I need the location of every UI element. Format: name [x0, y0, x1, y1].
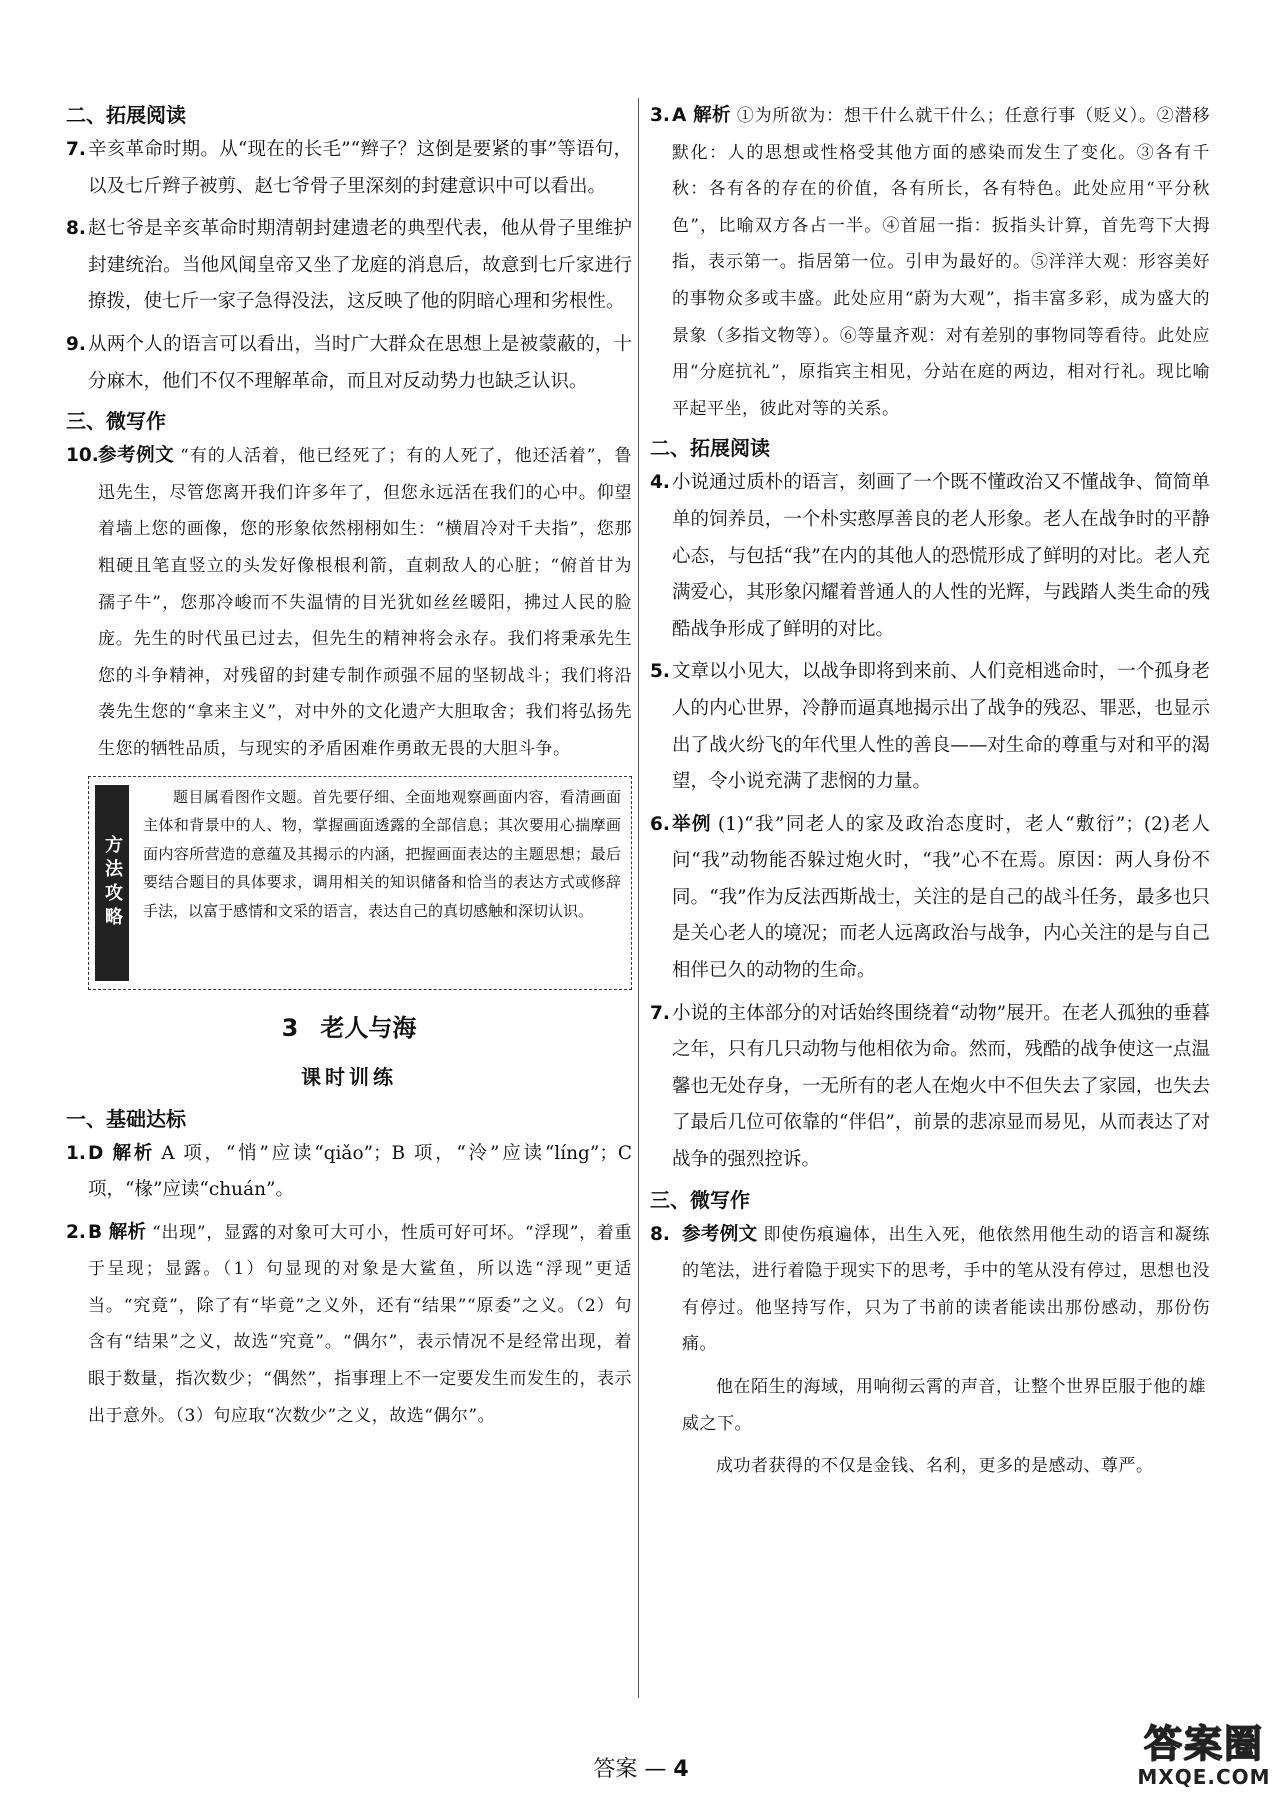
- section-heading-basic: 一、基础达标: [66, 1106, 186, 1131]
- answer-number: 8.: [66, 218, 86, 240]
- section-heading-micro-writing: 三、微写作: [66, 409, 166, 434]
- right-column: [650, 98, 1210, 1491]
- answer-9: [66, 327, 632, 400]
- method-tips-box: [88, 776, 632, 990]
- section-heading-extended-reading: 二、拓展阅读: [66, 103, 186, 127]
- method-tips-label: 方法攻略: [95, 785, 129, 981]
- answer-4: [650, 465, 1210, 648]
- answer-10: [66, 438, 632, 767]
- column-divider: [638, 98, 639, 1698]
- answer-5: [650, 654, 1210, 800]
- method-tips-text: 题目属看图作文题。首先要仔细、全面地观察画面内容，看清画面主体和背景中的人、物，掌握画面透露的全部信息；其次要用心揣摩画面内容所营造的意蕴及其揭示的内涵，把握画面表达的主题思想；最后要结合题目的具体要求，调用相关的知识储备和恰当的表达方式或修辞手法，以富于感情和文采的语言，表达自己的真切感触和深切认识。: [143, 787, 621, 920]
- answer-2: [66, 1215, 632, 1435]
- answer-8: [66, 211, 632, 321]
- answer-text: 小说的主体部分的对话始终围绕着“动物”展开。在老人孤独的垂暮之年，只有几只动物与他相依为命。然而，残酷的战争使这一点温馨也无处存身，一无所有的老人在炮火中不但失去了家园，也失去了最后几位可依靠的“伴侣”，前景的悲凉显而易见，从而表达了对战争的强烈控诉。: [672, 1002, 1210, 1171]
- answer-text: 辛亥革命时期。从“现在的长毛”“辫子？这倒是要紧的事”等语句，以及七斤辫子被剪、赵七爷骨子里深刻的封建意识中可以看出。: [88, 139, 632, 197]
- essay-paragraph: 他在陌生的海域，用响彻云霄的声音，让整个世界臣服于他的雄威之下。: [682, 1377, 1206, 1434]
- lesson-title: [66, 1008, 632, 1043]
- answer-lead: A 解析: [672, 105, 731, 126]
- answer-text: 文章以小见大，以战争即将到来前、人们竞相逃命时，一个孤身老人的内心世界，冷静而逼真地揭示出了战争的残忍、罪恶，也显示出了战火纷飞的年代里人性的善良——对生命的尊重与对和平的渴望，令小说充满了悲悯的力量。: [672, 661, 1210, 793]
- answer-number: 5.: [650, 661, 670, 683]
- answer-lead: 参考例文: [98, 445, 175, 467]
- answer-number: 4.: [650, 472, 670, 494]
- answer-lead: 举例: [672, 813, 712, 835]
- answer-1: [66, 1136, 632, 1209]
- answer-number: 7.: [650, 1002, 670, 1024]
- section-heading-extended-reading: 二、拓展阅读: [650, 436, 770, 461]
- answer-number: 2.: [66, 1221, 86, 1243]
- watermark-url: MXQE.COM: [1137, 1765, 1271, 1789]
- answer-number: 10.: [66, 445, 99, 467]
- lesson-subtitle: 课时训练: [301, 1064, 397, 1089]
- footer-label: 答案 —: [593, 1757, 667, 1782]
- left-column: [66, 98, 632, 1440]
- answer-text: “出现”，显露的对象可大可小，性质可好可坏。“浮现”，着重于呈现；显露。（1）句显现的对象是大鲨鱼，所以选“浮现”更适当。“究竟”，除了有“毕竟”之义外，还有“结果”“原委”之义。（2）句含有“结果”之义，故选“究竟”。“偶尔”，表示情况不是经常出现，着眼于数量，指次数少；“偶然”，指事理上不一定要发生而发生的，表示出于意外。（3）句应取“次数少”之义，故选“偶尔”。: [88, 1222, 632, 1426]
- watermark-text: 答案圈: [1143, 1722, 1264, 1766]
- answer-text: 即使伤痕遍体，出生入死，他依然用他生动的语言和凝练的笔法，进行着隐于现实下的思考，手中的笔从没有停过，思想也没有停过。他坚持写作，只为了书前的读者能读出那份感动，那份伤痛。: [682, 1224, 1210, 1355]
- answer-text: A 项，“悄”应读“qiǎo”；B 项，“泠”应读“líng”；C 项，“椽”应读“chuán”。: [88, 1142, 632, 1201]
- answer-number: 8.: [650, 1223, 670, 1245]
- answer-text: 赵七爷是辛亥革命时期清朝封建遗老的典型代表，他从骨子里维护封建统治。当他风闻皇帝又坐了龙庭的消息后，故意到七斤家进行撩拨，使七斤一家子急得没法，这反映了他的阴暗心理和劣根性。: [88, 218, 632, 313]
- answer-7: [66, 132, 632, 205]
- answer-text: “有的人活着，他已经死了；有的人死了，他还活着”，鲁迅先生，尽管您离开我们许多年了，但您永远活在我们的心中。仰望着墙上您的画像，您的形象依然栩栩如生：“横眉冷对千夫指”，您那粗硬且笔直竖立的头发好像根根利箭，直刺敌人的心脏；“俯首甘为孺子牛”，您那冷峻而不失温情的目光犹如丝丝暖阳，拂过人民的脸庞。先生的时代虽已过去，但先生的精神将会永存。我们将秉承先生您的斗争精神，对残留的封建专制作顽强不屈的坚韧战斗；我们将沿袭先生您的“拿来主义”，对中外的文化遗产大胆取舍；我们将弘扬先生您的牺牲品质，与现实的矛盾困难作勇敢无畏的大胆斗争。: [98, 446, 632, 759]
- page-number: 4: [673, 1757, 689, 1782]
- answer-number: 9.: [66, 333, 86, 355]
- answer-number: 3.: [650, 105, 670, 126]
- section-heading-micro-writing: 三、微写作: [650, 1187, 750, 1212]
- answer-lead: 参考例文: [682, 1223, 758, 1245]
- answer-3: [650, 98, 1210, 427]
- answer-text: (1)“我”同老人的家及政治态度时，老人“敷衍”；(2)老人问“我”动物能否躲过炮火时，“我”心不在焉。原因：两人身份不同。“我”作为反法西斯战士，关注的是自己的战斗任务，最多也只是关心老人的境况；而老人远离政治与战争，内心关注的是与自己相伴已久的动物的生命。: [672, 813, 1210, 982]
- answer-text: 小说通过质朴的语言，刻画了一个既不懂政治又不懂战争、简简单单的饲养员，一个朴实憨厚善良的老人形象。老人在战争时的平静心态，与包括“我”在内的其他人的恐慌形成了鲜明的对比。老人充满爱心，其形象闪耀着普通人的人性的光辉，与践踏人类生命的残酷战争形成了鲜明的对比。: [672, 472, 1210, 640]
- answer-7: [650, 996, 1210, 1179]
- answer-text: 从两个人的语言可以看出，当时广大群众在思想上是被蒙蔽的，十分麻木，他们不仅不理解革命，而且对反动势力也缺乏认识。: [88, 333, 632, 392]
- answer-number: 1.: [66, 1142, 86, 1164]
- answer-text: ①为所欲为：想干什么就干什么；任意行事（贬义）。②潜移默化：人的思想或性格受其他方面的感染而发生了变化。③各有千秋：各有各的存在的价值，各有所长，各有特色。此处应用“平分秋色”，比喻双方各占一半。④首屈一指：扳指头计算，首先弯下大拇指，表示第一。指居第一位。引申为最好的。⑤洋洋大观：形容美好的事物众多或丰盛。此处应用“蔚为大观”，指丰富多彩，成为盛大的景象（多指文物等）。⑥等量齐观：对有差别的事物同等看待。此处应用“分庭抗礼”，原指宾主相见，分站在庭的两边，相对行礼。现比喻平起平坐，彼此对等的关系。: [672, 106, 1211, 419]
- page-footer: [0, 1752, 1282, 1783]
- answer-6: [650, 807, 1210, 990]
- essay-paragraph: 成功者获得的不仅是金钱、名利，更多的是感动、尊严。: [716, 1456, 1154, 1477]
- lesson-name: 老人与海: [320, 1013, 417, 1042]
- answer-number: 6.: [650, 813, 670, 835]
- answer-lead: D 解析: [88, 1142, 156, 1164]
- answer-number: 7.: [66, 139, 86, 160]
- answer-8: [650, 1217, 1210, 1363]
- watermark-logo: [1134, 1722, 1274, 1794]
- lesson-number: 3: [281, 1013, 299, 1042]
- answer-lead: B 解析: [88, 1221, 147, 1243]
